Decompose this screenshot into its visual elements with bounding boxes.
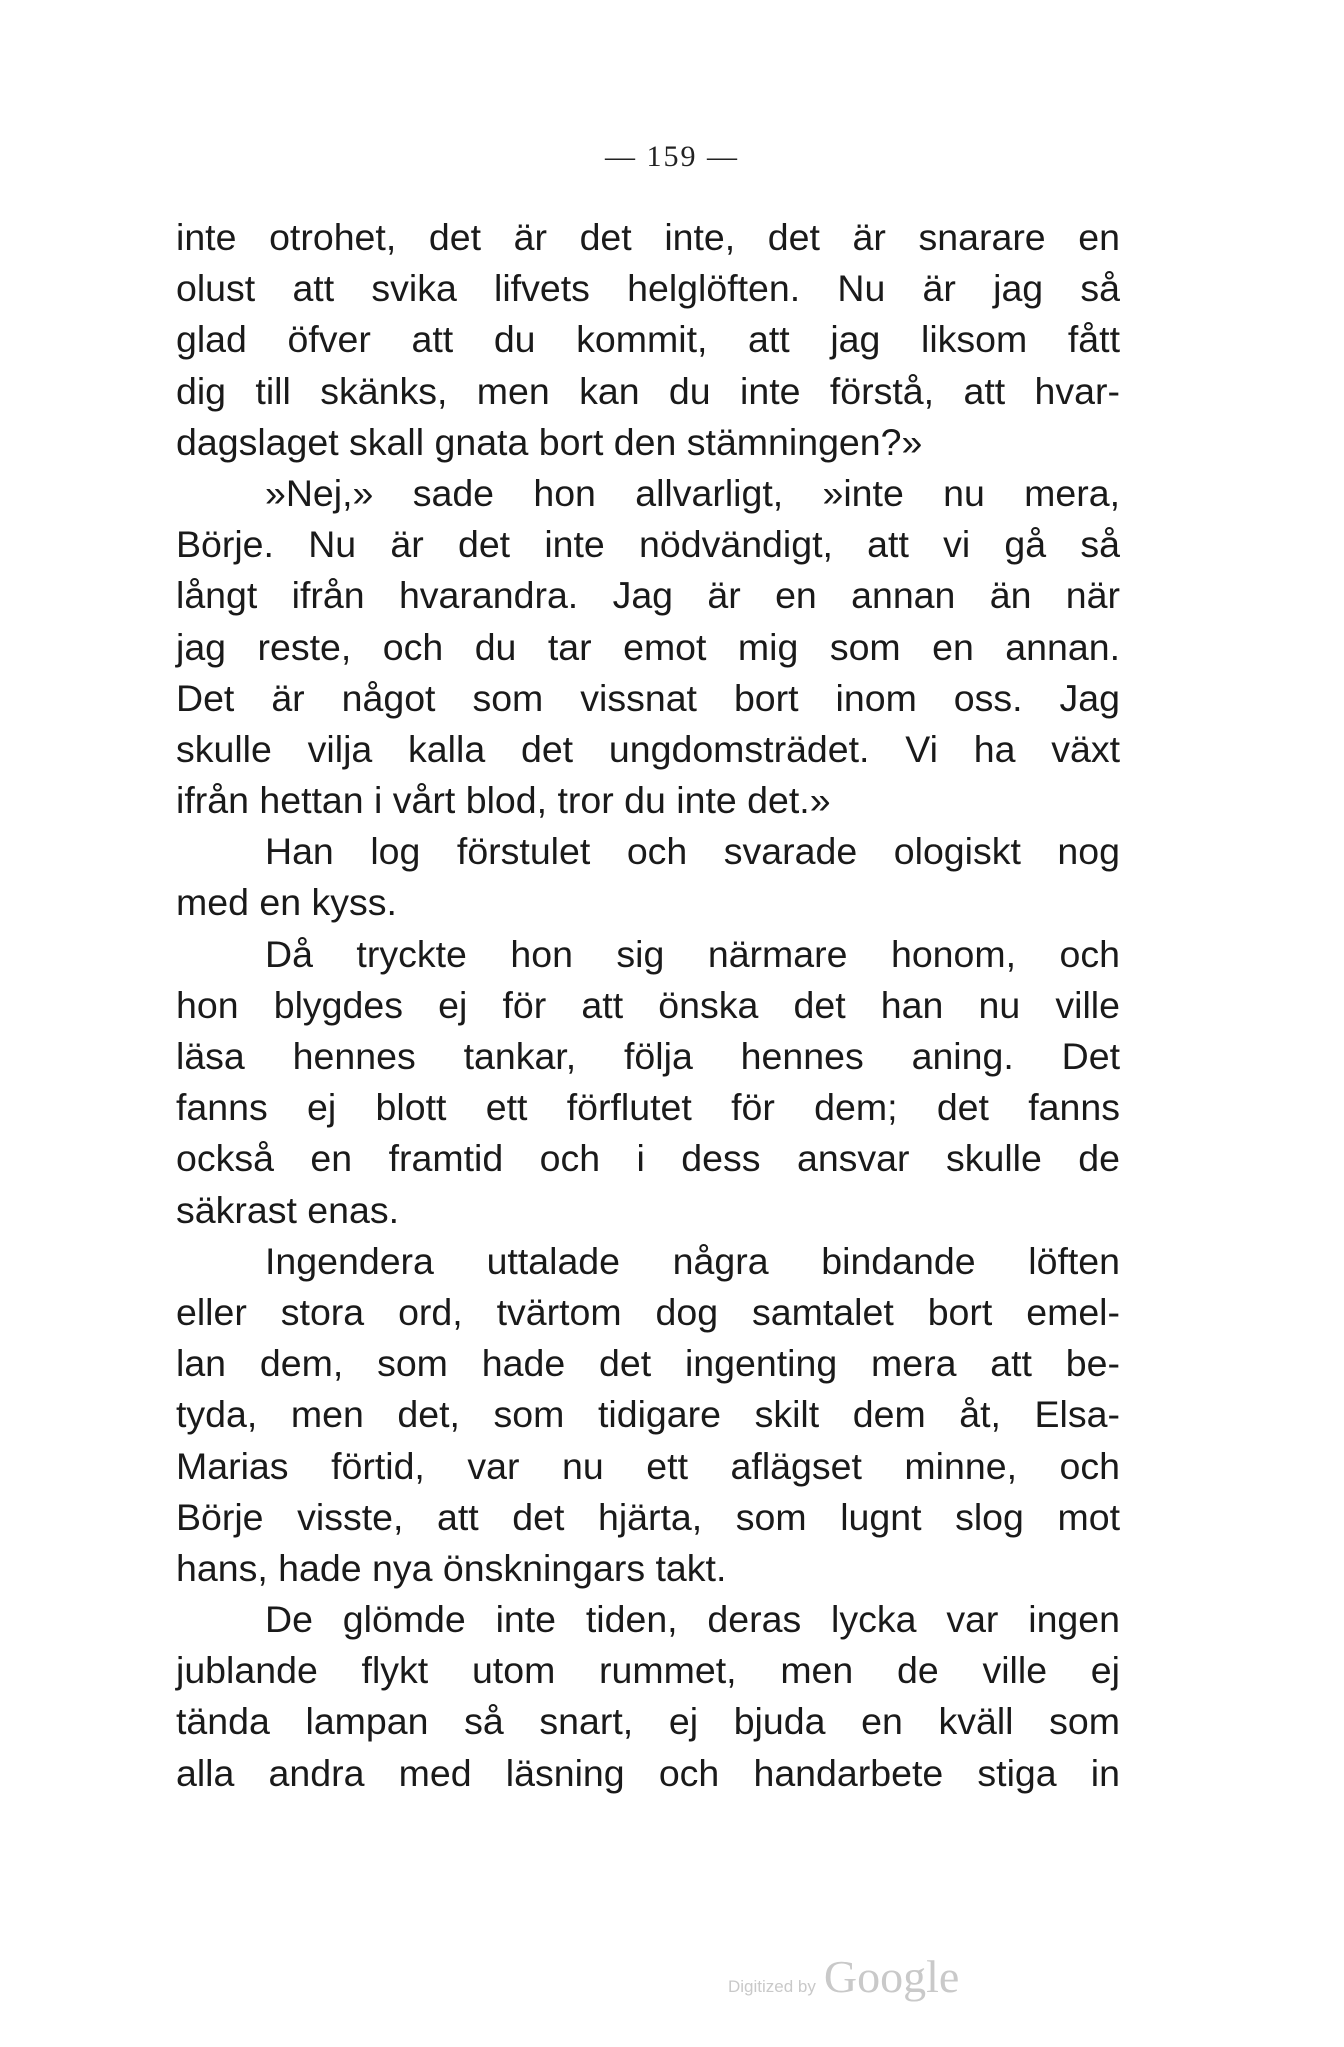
text-line: Det är något som vissnat bort inom oss. Jag <box>176 676 1120 719</box>
text-line: olust att svika lifvets helglöften. Nu är jag så <box>176 267 1120 310</box>
text-line: inte otrohet, det är det inte, det är snarare en <box>176 216 1120 258</box>
text-line: Då tryckte hon sig närmare honom, och <box>265 932 1120 975</box>
text-line: tända lampan så snart, ej bjuda en kväll som <box>176 1700 1120 1743</box>
text-line: jublande flykt utom rummet, men de ville ej <box>176 1649 1120 1692</box>
text-line: tyda, men det, som tidigare skilt dem åt, Elsa- <box>176 1393 1120 1436</box>
text-line: glad öfver att du kommit, att jag liksom fått <box>176 318 1120 361</box>
text-line: dig till skänks, men kan du inte förstå, att hvar- <box>176 369 1120 412</box>
text-line: eller stora ord, tvärtom dog samtalet bort emel- <box>176 1290 1120 1333</box>
text-line: Marias förtid, var nu ett aflägset minne, och <box>176 1444 1120 1487</box>
body-text <box>176 212 1120 1799</box>
text-line: hon blygdes ej för att önska det han nu ville <box>176 983 1120 1026</box>
text-line: säkrast enas. <box>176 1188 400 1231</box>
text-line: alla andra med läsning och handarbete stiga in <box>176 1751 1120 1794</box>
text-line: ifrån hettan i vårt blod, tror du inte det.» <box>176 779 831 822</box>
text-line: läsa hennes tankar, följa hennes aning. Det <box>176 1035 1120 1077</box>
text-line: Han log förstulet och svarade ologiskt nog <box>265 830 1120 873</box>
text-line: skulle vilja kalla det ungdomsträdet. Vi ha växt <box>176 727 1120 770</box>
text-line: långt ifrån hvarandra. Jag är en annan än när <box>176 574 1120 617</box>
text-line: med en kyss. <box>176 881 397 924</box>
text-line: Ingendera uttalade några bindande löften <box>265 1239 1120 1282</box>
text-line: Börje visste, att det hjärta, som lugnt slog mot <box>176 1495 1120 1538</box>
text-line: lan dem, som hade det ingenting mera att be- <box>176 1342 1120 1385</box>
page-number: — 159 — <box>605 140 739 173</box>
digitized-by-watermark <box>728 1950 1018 2010</box>
text-line: också en framtid och i dess ansvar skulle de <box>176 1137 1120 1180</box>
text-line: »Nej,» sade hon allvarligt, »inte nu mera, <box>265 471 1120 514</box>
text-line: dagslaget skall gnata bort den stämningen?» <box>176 420 923 463</box>
text-line: hans, hade nya önskningars takt. <box>176 1546 727 1589</box>
text-line: jag reste, och du tar emot mig som en annan. <box>176 625 1120 668</box>
digitized-by-label: Digitized by <box>728 1977 816 1996</box>
google-logo: Google <box>823 1951 960 2002</box>
text-line: De glömde inte tiden, deras lycka var ingen <box>265 1598 1120 1641</box>
text-line: Börje. Nu är det inte nödvändigt, att vi gå så <box>176 523 1120 566</box>
text-line: fanns ej blott ett förflutet för dem; det fanns <box>176 1086 1120 1129</box>
